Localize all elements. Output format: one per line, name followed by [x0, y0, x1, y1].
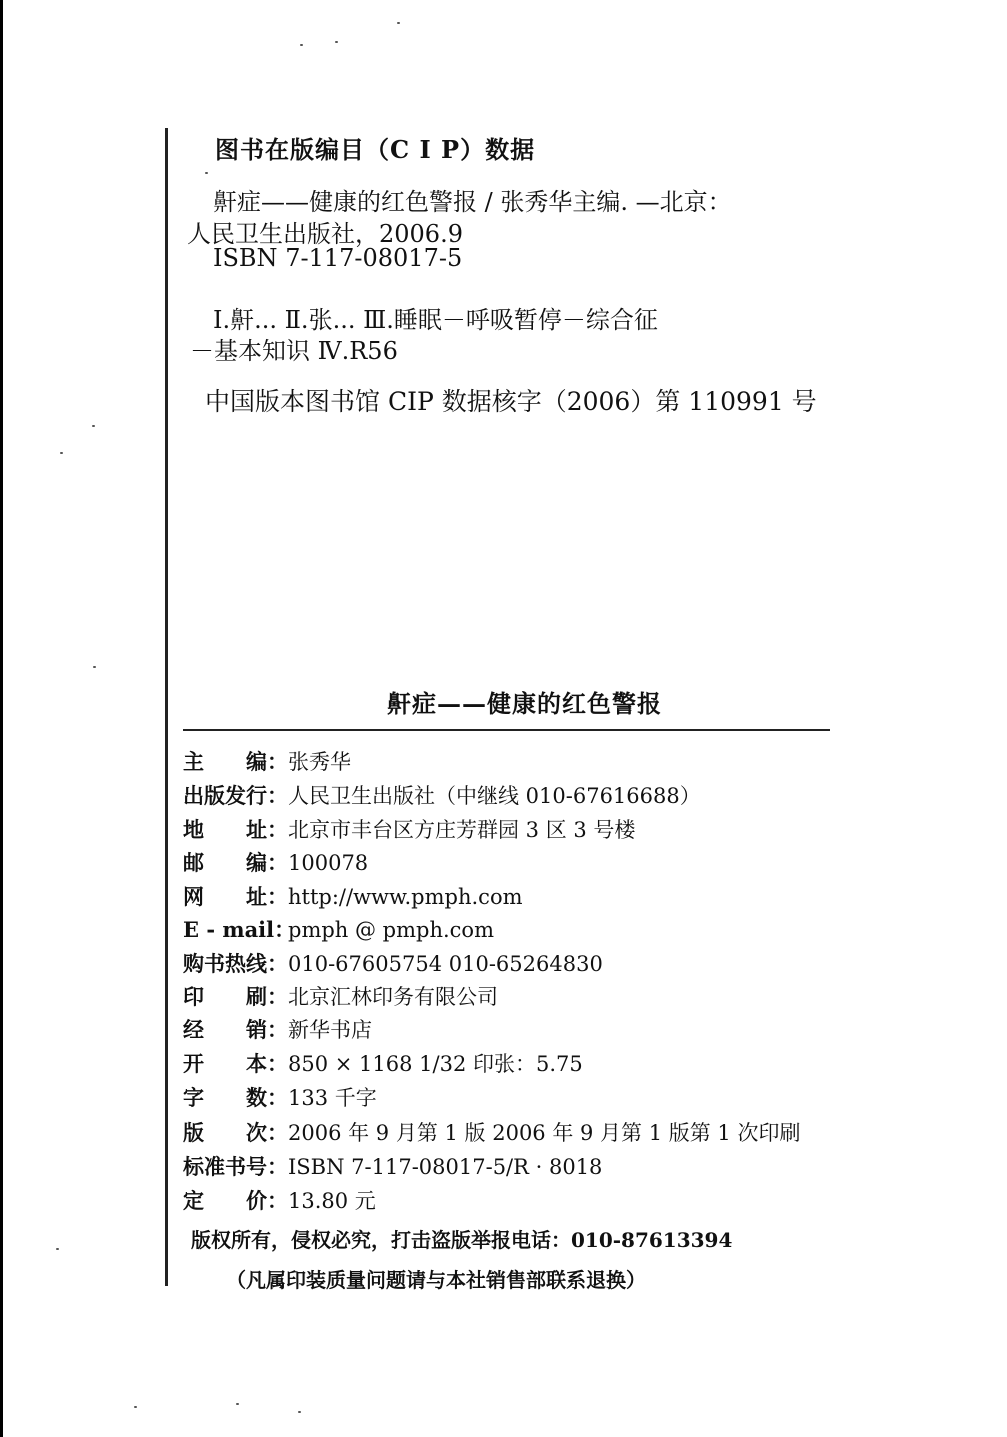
colophon-row	[183, 847, 368, 877]
colophon-row	[183, 981, 498, 1011]
row-value: 新华书店	[288, 1018, 372, 1042]
row-label: 出版发行：	[183, 783, 288, 808]
row-value: http://www.pmph.com	[288, 885, 523, 909]
row-label: 邮 编：	[183, 850, 288, 875]
colophon-row	[183, 881, 523, 911]
row-label: 购书热线：	[183, 951, 288, 976]
row-label: 网 址：	[183, 884, 288, 909]
title-divider	[183, 729, 830, 731]
colophon-row	[183, 1185, 376, 1215]
row-label: 地 址：	[183, 817, 288, 842]
row-value: 张秀华	[288, 750, 351, 774]
row-label: 字 数：	[183, 1085, 288, 1110]
row-value: pmph @ pmph.com	[288, 918, 494, 942]
scan-speck	[300, 44, 303, 46]
row-value: ISBN 7-117-08017-5/R · 8018	[288, 1155, 603, 1179]
colophon-row	[183, 1014, 372, 1044]
row-value: 13.80 元	[288, 1189, 376, 1213]
cip-classification-line-2: －基本知识 Ⅳ.R56	[190, 337, 398, 365]
scan-speck	[205, 172, 208, 174]
scan-speck	[93, 666, 96, 668]
row-value: 850 × 1168 1/32 印张：5.75	[288, 1052, 583, 1076]
colophon-row	[183, 1117, 800, 1147]
row-value: 2006 年 9 月第 1 版 2006 年 9 月第 1 版第 1 次印刷	[288, 1121, 801, 1145]
scan-speck	[134, 1406, 137, 1408]
row-value: 100078	[288, 851, 369, 875]
copyright-notice: 版权所有，侵权必究，打击盗版举报电话：010-87613394	[191, 1228, 733, 1252]
colophon-row	[183, 948, 603, 978]
colophon-row	[183, 780, 701, 810]
cip-description-line-1: 鼾症——健康的红色警报 / 张秀华主编. —北京：	[213, 188, 732, 216]
row-value: 人民卫生出版社（中继线 010-67616688）	[288, 784, 701, 808]
row-label: 经 销：	[183, 1017, 288, 1042]
row-value: 北京市丰台区方庄芳群园 3 区 3 号楼	[288, 818, 636, 842]
row-label: 版 次：	[183, 1120, 288, 1145]
scan-speck	[298, 1411, 301, 1413]
scan-speck	[397, 22, 400, 24]
cip-isbn: ISBN 7-117-08017-5	[213, 244, 463, 272]
colophon-row	[183, 746, 351, 776]
row-label: 主 编：	[183, 749, 288, 774]
row-label: 开 本：	[183, 1051, 288, 1076]
row-label: 印 刷：	[183, 984, 288, 1009]
scan-speck	[92, 425, 95, 427]
scan-speck	[60, 452, 63, 454]
row-value: 133 千字	[288, 1086, 377, 1110]
page-left-edge	[0, 0, 3, 1437]
colophon-row	[183, 914, 494, 944]
row-label: E - mail：	[183, 917, 296, 942]
colophon-row	[183, 1048, 583, 1078]
colophon-title: 鼾症——健康的红色警报	[387, 689, 662, 718]
colophon-row	[183, 1082, 377, 1112]
scan-speck	[335, 41, 338, 43]
row-value: 010-67605754 010-65264830	[288, 952, 603, 976]
row-value: 北京汇林印务有限公司	[288, 985, 498, 1009]
cip-heading: 图书在版编目（C I P）数据	[215, 135, 536, 164]
colophon-row	[183, 814, 635, 844]
scan-speck	[56, 1248, 59, 1250]
scan-speck	[236, 1403, 239, 1405]
colophon-row	[183, 1151, 602, 1181]
row-label: 标准书号：	[183, 1154, 288, 1179]
vertical-rule	[165, 128, 168, 1286]
cip-description-line-2: 人民卫生出版社，2006.9	[187, 220, 463, 248]
cip-classification-line-1: Ⅰ.鼾... Ⅱ.张... Ⅲ.睡眠－呼吸暂停－综合征	[213, 306, 658, 334]
row-label: 定 价：	[183, 1188, 288, 1213]
cip-record-number: 中国版本图书馆 CIP 数据核字（2006）第 110991 号	[205, 387, 817, 416]
return-note: （凡属印装质量问题请与本社销售部联系退换）	[226, 1268, 646, 1292]
